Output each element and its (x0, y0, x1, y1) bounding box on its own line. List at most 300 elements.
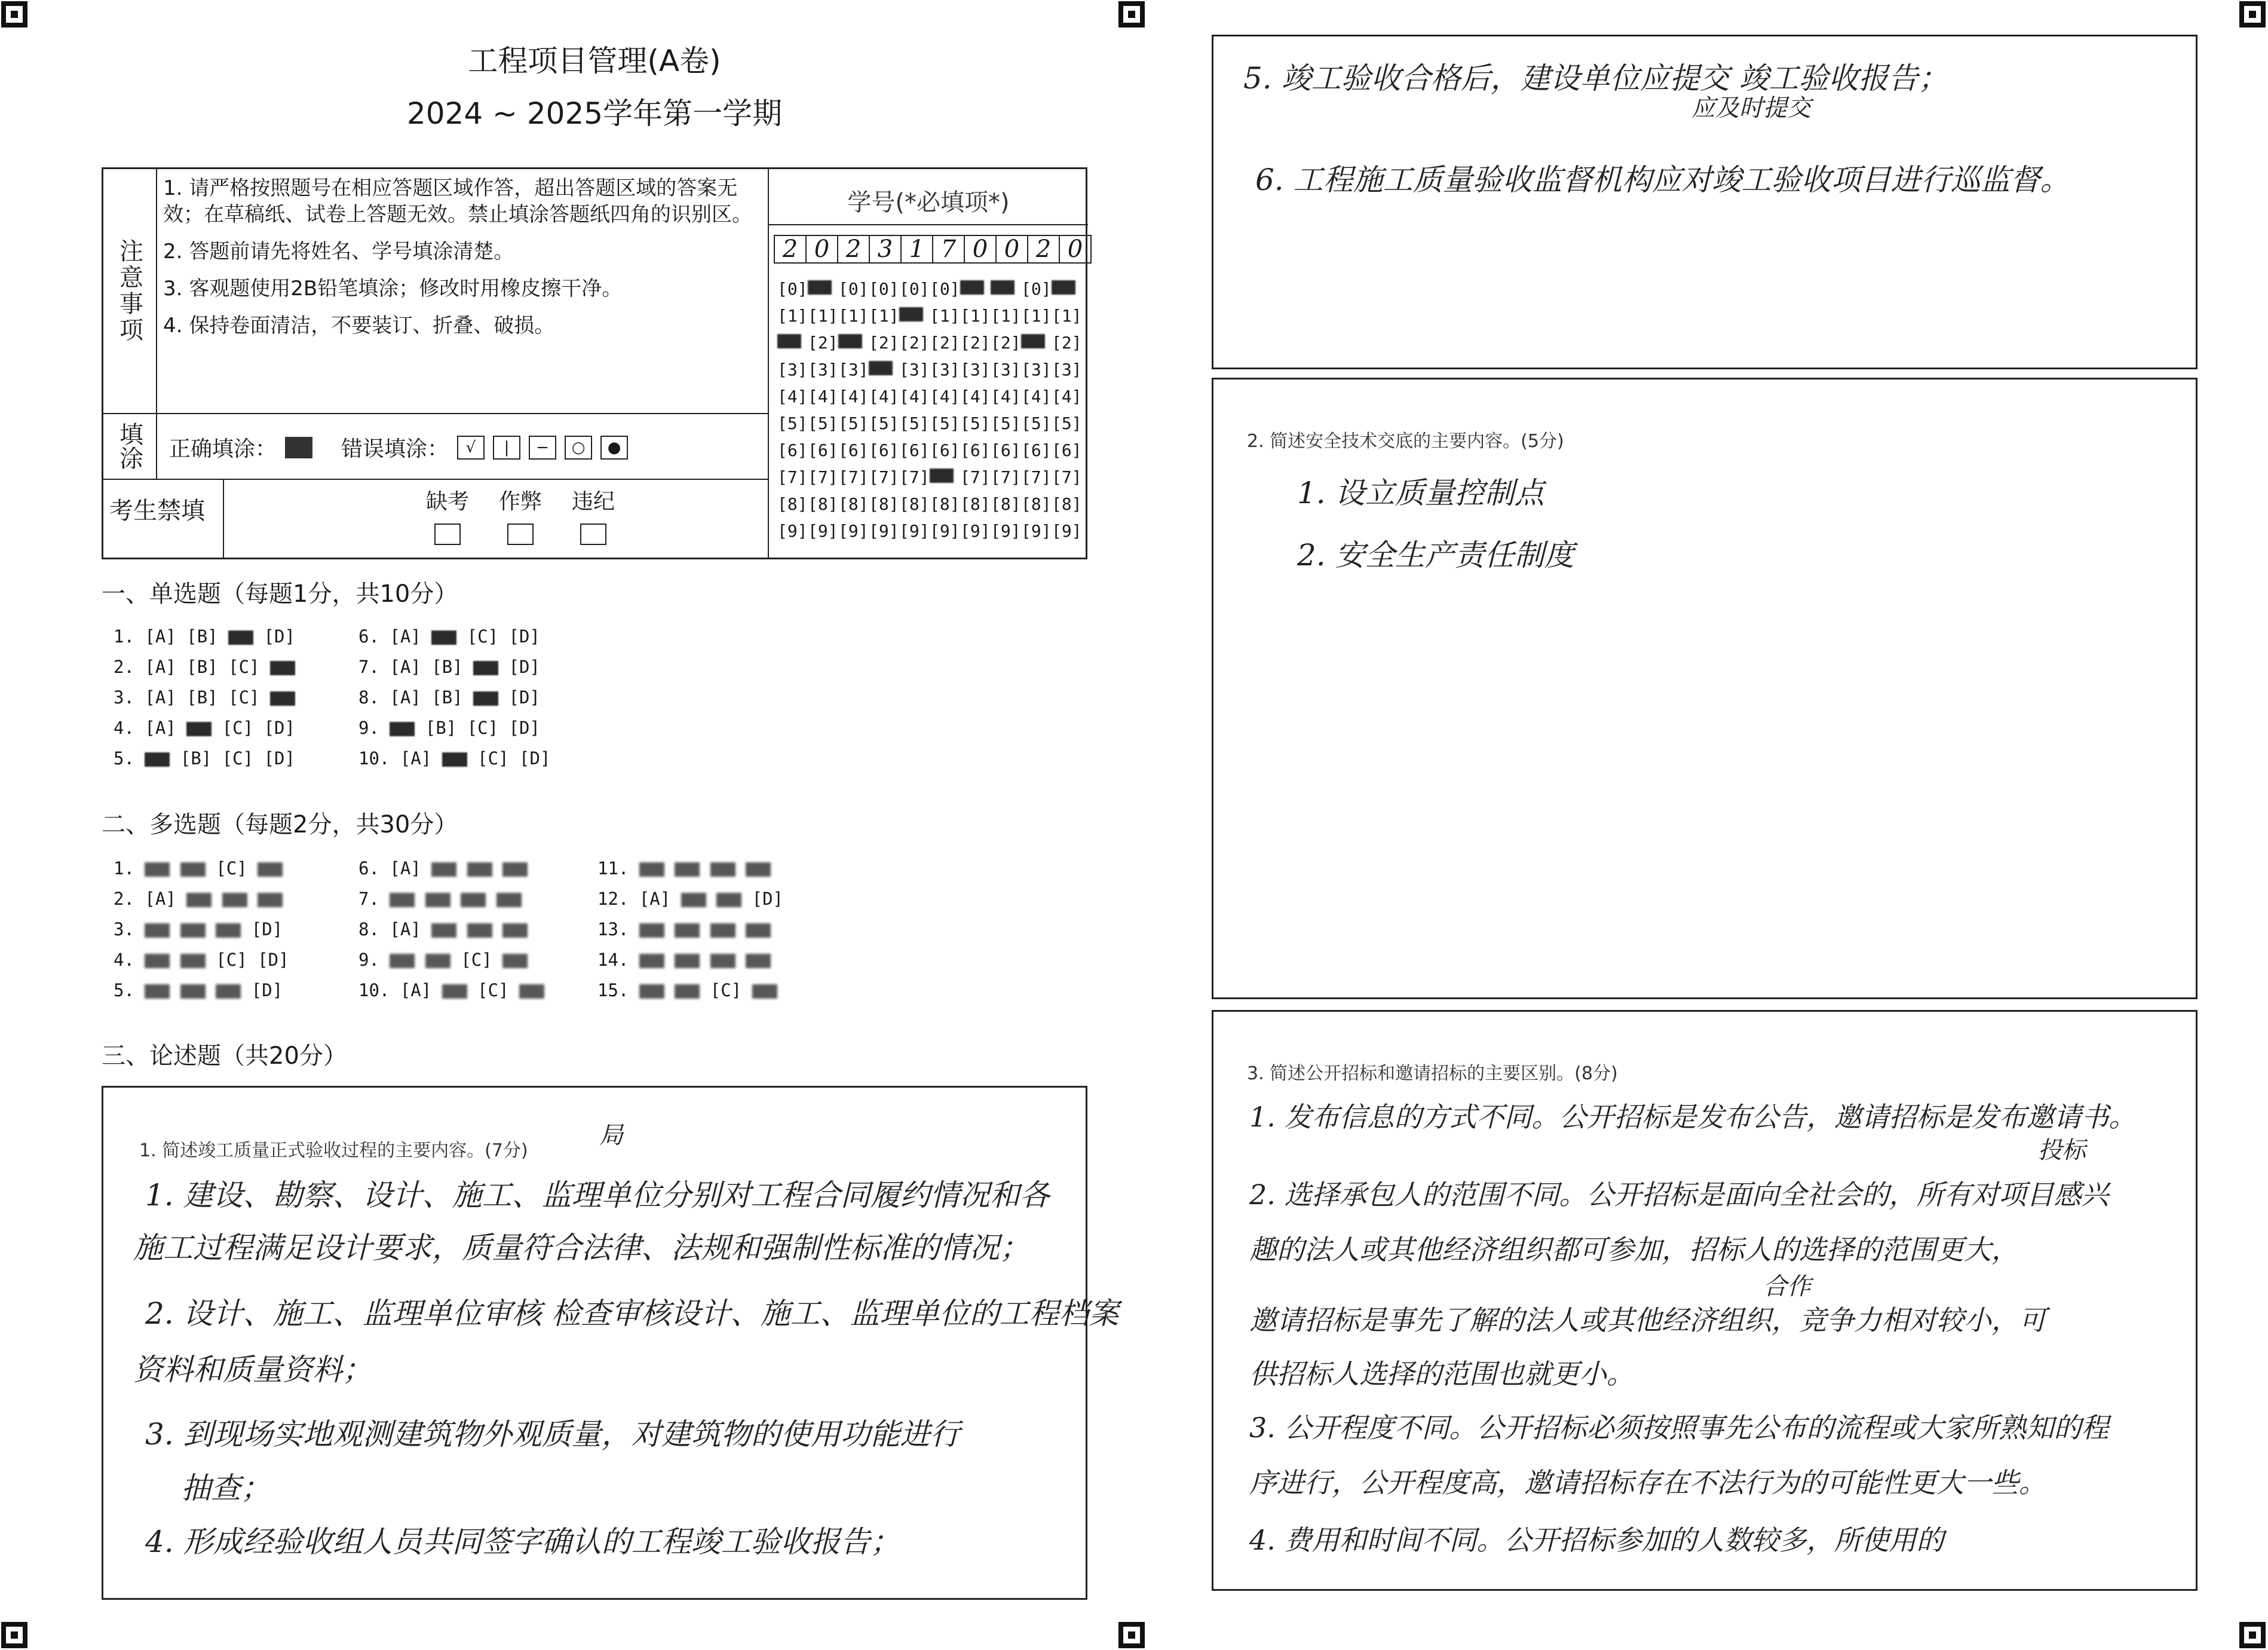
option-bubble[interactable]: [A] (400, 980, 432, 1000)
digit-bubble[interactable]: [7] (991, 467, 1021, 487)
option-bubble[interactable]: [C] (477, 748, 509, 769)
digit-bubble[interactable]: [5] (991, 414, 1021, 433)
digit-bubble[interactable]: [8] (869, 494, 899, 514)
student-id-digits (774, 235, 1090, 264)
wrong-fill-dash: − (529, 436, 556, 460)
option-bubble[interactable]: [B] (425, 718, 457, 738)
digit-bubble[interactable]: [8] (1021, 494, 1052, 514)
digit-bubble[interactable]: [6] (991, 440, 1021, 460)
essay2-line: 1. 设立质量控制点 (1297, 476, 1544, 510)
question-6 (358, 626, 540, 647)
option-bubble-filled[interactable] (180, 862, 206, 877)
essay-cont-insert: 应及时提交 (1691, 94, 1811, 122)
option-bubble-filled[interactable] (639, 862, 664, 877)
digit-bubble[interactable]: [5] (899, 414, 930, 433)
digit-bubble[interactable]: [6] (869, 440, 899, 460)
digit-bubble[interactable]: [3] (1021, 360, 1052, 379)
digit-bubble[interactable] (869, 360, 899, 379)
option-bubble-filled[interactable] (639, 984, 664, 999)
essay3-line: 1. 发布信息的方式不同。公开招标是发布公告，邀请招标是发布邀请书。 (1249, 1101, 2137, 1133)
option-bubble-filled[interactable] (228, 630, 253, 645)
option-bubble[interactable]: [A] (145, 657, 176, 677)
question-11 (597, 858, 771, 878)
option-bubble-filled[interactable] (425, 893, 450, 907)
cheat-checkbox[interactable] (507, 524, 534, 545)
option-bubble-filled[interactable] (675, 923, 700, 938)
option-bubble[interactable]: [D] (263, 718, 295, 738)
option-bubble-filled[interactable] (145, 752, 170, 767)
option-bubble[interactable]: [D] (508, 657, 540, 677)
forbid-absent: 缺考 (426, 485, 469, 545)
digit-bubble[interactable]: [8] (808, 494, 838, 514)
option-bubble[interactable]: [B] (180, 748, 212, 769)
wrong-fill-dot: ● (600, 436, 628, 460)
option-bubble-filled[interactable] (639, 923, 664, 938)
question-3 (114, 687, 295, 708)
question-5 (114, 748, 295, 769)
option-bubble-filled[interactable] (502, 862, 528, 877)
option-bubble-filled[interactable] (180, 954, 206, 968)
digit-bubble[interactable]: [1] (1052, 306, 1082, 326)
digit-bubble[interactable] (899, 306, 930, 326)
option-bubble-filled[interactable] (502, 923, 528, 938)
question-7 (358, 889, 522, 909)
question-9 (358, 718, 540, 738)
essay1-line: 2. 设计、施工、监理单位审核 检查审核设计、施工、监理单位的工程档案 (145, 1296, 1119, 1331)
digit-bubble[interactable]: [7] (838, 467, 869, 487)
digit-bubble[interactable]: [0] (930, 279, 960, 299)
note-item: 3. 客观题使用2B铅笔填涂；修改时用橡皮擦干净。 (163, 277, 623, 301)
digit-bubble[interactable]: [3] (899, 360, 930, 379)
digit-bubble[interactable]: [3] (1052, 360, 1082, 379)
option-bubble[interactable]: [D] (508, 687, 540, 708)
student-id-digit[interactable]: 2 (774, 235, 807, 264)
question-number: 14. (597, 950, 639, 970)
student-id-panel (768, 169, 1088, 558)
bubble-row (777, 356, 1082, 383)
section-multi-title: 二、多选题（每题2分，共30分） (102, 811, 458, 838)
question-2 (114, 657, 295, 677)
option-bubble[interactable]: [A] (390, 858, 421, 878)
essay3-insert: 投标 (2038, 1137, 2086, 1164)
essay1-line: 3. 到现场实地观测建筑物外观质量，对建筑物的使用功能进行 (145, 1417, 960, 1452)
option-bubble[interactable]: [D] (258, 950, 289, 970)
digit-bubble[interactable]: [3] (930, 360, 960, 379)
digit-bubble[interactable]: [5] (1052, 414, 1082, 433)
essay1-line: 4. 形成经验收组人员共同签字确认的工程竣工验收报告； (145, 1525, 900, 1559)
digit-bubble[interactable]: [3] (808, 360, 838, 379)
question-number: 7. (358, 657, 390, 677)
question-13 (597, 919, 771, 939)
option-bubble-filled[interactable] (639, 954, 664, 968)
question-number: 7. (358, 889, 390, 909)
question-number: 4. (114, 950, 145, 970)
option-bubble-filled[interactable] (473, 691, 498, 706)
essay-cont-line: 5. 竣工验收合格后，建设单位应提交 竣工验收报告； (1243, 61, 1948, 96)
essay3-insert: 合作 (1763, 1273, 1811, 1300)
digit-bubble[interactable]: [1] (838, 306, 869, 326)
digit-bubble[interactable]: [9] (1052, 521, 1082, 541)
digit-bubble[interactable]: [6] (960, 440, 991, 460)
digit-bubble[interactable]: [2] (1052, 333, 1082, 353)
option-bubble-filled[interactable] (270, 661, 295, 675)
digit-bubble[interactable]: [4] (991, 387, 1021, 406)
option-bubble-filled[interactable] (145, 923, 170, 938)
question-number: 1. (114, 626, 145, 647)
option-bubble-filled[interactable] (746, 862, 771, 877)
option-bubble[interactable]: [A] (390, 919, 421, 939)
student-id-digit[interactable]: 0 (995, 235, 1028, 264)
digit-bubble[interactable]: [2] (991, 333, 1021, 353)
digit-bubble[interactable]: [2] (930, 333, 960, 353)
digit-bubble[interactable]: [1] (869, 306, 899, 326)
option-bubble-filled[interactable] (145, 954, 170, 968)
option-bubble[interactable]: [D] (263, 748, 295, 769)
option-bubble[interactable]: [A] (145, 687, 176, 708)
essay1-answer-box[interactable] (102, 1086, 1119, 1600)
digit-bubble[interactable]: [5] (808, 414, 838, 433)
option-bubble[interactable]: [B] (431, 687, 463, 708)
digit-bubble[interactable]: [8] (899, 494, 930, 514)
student-id-digit[interactable]: 0 (805, 235, 838, 264)
question-1 (114, 626, 295, 647)
option-bubble[interactable]: [A] (390, 687, 421, 708)
digit-bubble[interactable] (991, 279, 1021, 299)
option-bubble[interactable]: [D] (251, 980, 283, 1000)
essay3-line: 序进行，公开程度高，邀请招标存在不法行为的可能性更大一些。 (1249, 1467, 2046, 1499)
digit-bubble[interactable]: [1] (960, 306, 991, 326)
essay1-line: 施工过程满足设计要求，质量符合法律、法规和强制性标准的情况； (133, 1230, 1029, 1265)
question-4 (114, 718, 295, 738)
digit-bubble[interactable]: [2] (808, 333, 838, 353)
section-essay-title: 三、论述题（共20分） (102, 1042, 347, 1070)
essay1-line: 抽查； (181, 1471, 271, 1505)
digit-bubble[interactable]: [9] (838, 521, 869, 541)
question-15 (597, 980, 777, 1000)
option-bubble-filled[interactable] (710, 862, 735, 877)
digit-bubble[interactable]: [9] (960, 521, 991, 541)
option-bubble[interactable]: [A] (390, 626, 421, 647)
digit-bubble[interactable] (808, 279, 838, 299)
question-8 (358, 919, 528, 939)
option-bubble[interactable]: [A] (400, 748, 432, 769)
option-bubble-filled[interactable] (467, 923, 492, 938)
student-id-digit[interactable]: 2 (837, 235, 870, 264)
digit-bubble[interactable]: [1] (1021, 306, 1052, 326)
option-bubble-filled[interactable] (270, 691, 295, 706)
option-bubble-filled[interactable] (258, 893, 283, 907)
digit-bubble[interactable]: [5] (1021, 414, 1052, 433)
digit-bubble[interactable]: [7] (808, 467, 838, 487)
option-bubble-filled[interactable] (710, 923, 735, 938)
digit-bubble[interactable]: [3] (838, 360, 869, 379)
option-bubble[interactable]: [C] (228, 687, 260, 708)
option-bubble-filled[interactable] (502, 954, 528, 968)
digit-bubble[interactable]: [5] (960, 414, 991, 433)
option-bubble[interactable]: [B] (186, 657, 218, 677)
option-bubble-filled[interactable] (222, 893, 247, 907)
correct-fill-label: 正确填涂： (169, 437, 277, 461)
digit-bubble[interactable]: [0] (899, 279, 930, 299)
option-bubble[interactable]: [C] (467, 718, 499, 738)
option-bubble[interactable]: [A] (390, 657, 421, 677)
digit-bubble[interactable]: [6] (1052, 440, 1082, 460)
digit-bubble[interactable] (960, 279, 991, 299)
essay2-answer-box[interactable] (1212, 378, 2197, 999)
option-bubble[interactable]: [A] (145, 889, 176, 909)
digit-bubble[interactable] (838, 333, 869, 353)
question-5 (114, 980, 283, 1000)
digit-bubble[interactable]: [4] (930, 387, 960, 406)
option-bubble[interactable]: [C] (461, 950, 492, 970)
digit-bubble[interactable]: [8] (960, 494, 991, 514)
option-bubble-filled[interactable] (258, 862, 283, 877)
digit-bubble[interactable]: [8] (991, 494, 1021, 514)
bubble-row (777, 410, 1082, 437)
digit-bubble[interactable]: [0] (869, 279, 899, 299)
bubble-row (777, 383, 1082, 410)
digit-bubble[interactable]: [6] (1021, 440, 1052, 460)
digit-bubble[interactable] (1052, 279, 1082, 299)
divider (103, 479, 768, 480)
option-bubble-filled[interactable] (145, 862, 170, 877)
digit-bubble[interactable] (930, 467, 960, 487)
digit-bubble[interactable]: [0] (1021, 279, 1052, 299)
option-bubble[interactable]: [D] (251, 919, 283, 939)
violation-checkbox[interactable] (580, 524, 606, 545)
option-bubble-filled[interactable] (746, 954, 771, 968)
digit-bubble[interactable]: [7] (869, 467, 899, 487)
option-bubble-filled[interactable] (442, 984, 467, 999)
option-bubble[interactable]: [C] (216, 858, 247, 878)
option-bubble[interactable]: [C] (216, 950, 247, 970)
question-number: 15. (597, 980, 639, 1000)
option-bubble[interactable]: [C] (477, 980, 509, 1000)
digit-bubble[interactable]: [1] (991, 306, 1021, 326)
option-bubble-filled[interactable] (710, 954, 735, 968)
wrong-fill-circle: ○ (565, 436, 592, 460)
option-bubble[interactable]: [A] (145, 718, 176, 738)
digit-bubble[interactable]: [7] (1052, 467, 1082, 487)
divider (103, 413, 768, 414)
digit-bubble[interactable]: [3] (777, 360, 808, 379)
digit-bubble[interactable]: [2] (960, 333, 991, 353)
essay3-line: 趣的法人或其他经济组织都可参加，招标人的选择的范围更大， (1249, 1233, 2019, 1266)
digit-bubble[interactable]: [9] (1021, 521, 1052, 541)
question-number: 2. (114, 889, 145, 909)
option-bubble-filled[interactable] (473, 661, 498, 675)
digit-bubble[interactable]: [7] (777, 467, 808, 487)
essay3-line: 3. 公开程度不同。公开招标必须按照事先公布的流程或大家所熟知的程 (1249, 1412, 2109, 1444)
bubble-row (777, 275, 1082, 302)
essay-cont-line: 6. 工程施工质量验收监督机构应对竣工验收项目进行巡监督。 (1255, 163, 2070, 197)
option-bubble-filled[interactable] (675, 984, 700, 999)
digit-bubble[interactable]: [6] (838, 440, 869, 460)
note-item: 1. 请严格按照题号在相应答题区域作答，超出答题区域的答案无效；在草稿纸、试卷上答题无效。禁止填涂答题纸四角的识别区。 (163, 176, 752, 226)
essay1-continued-box[interactable] (1212, 35, 2197, 369)
option-bubble-filled[interactable] (390, 722, 415, 736)
digit-bubble[interactable]: [9] (777, 521, 808, 541)
digit-bubble[interactable]: [9] (869, 521, 899, 541)
corner-marker-bottom-center (1118, 1622, 1145, 1648)
option-bubble-filled[interactable] (390, 893, 415, 907)
essay1-insert: 局 (599, 1122, 623, 1149)
essay3-answer-box[interactable] (1212, 1010, 2197, 1591)
divider (769, 224, 1088, 225)
digit-bubble[interactable]: [6] (777, 440, 808, 460)
question-number: 6. (358, 626, 390, 647)
option-bubble-filled[interactable] (716, 893, 741, 907)
option-bubble-filled[interactable] (519, 984, 544, 999)
corner-marker-bottom-right (2239, 1622, 2266, 1648)
option-bubble[interactable]: [C] (228, 657, 260, 677)
digit-bubble[interactable]: [9] (930, 521, 960, 541)
digit-bubble[interactable]: [5] (838, 414, 869, 433)
option-bubble[interactable]: [C] (467, 626, 499, 647)
question-number: 5. (114, 980, 145, 1000)
option-bubble-filled[interactable] (461, 893, 486, 907)
student-id-digit[interactable]: 0 (964, 235, 997, 264)
section-single-title: 一、单选题（每题1分，共10分） (102, 580, 458, 608)
digit-bubble[interactable]: [2] (869, 333, 899, 353)
option-bubble[interactable]: [D] (508, 718, 540, 738)
digit-bubble[interactable]: [4] (777, 387, 808, 406)
question-3 (114, 919, 283, 939)
digit-bubble[interactable] (1021, 333, 1052, 353)
digit-bubble[interactable]: [7] (899, 467, 930, 487)
digit-bubble[interactable]: [6] (899, 440, 930, 460)
digit-bubble[interactable] (777, 333, 808, 353)
question-1 (114, 858, 283, 878)
essay3-line: 供招标人选择的范围也就更小。 (1249, 1358, 1634, 1390)
question-number: 1. (114, 858, 145, 878)
bubble-row (777, 464, 1082, 491)
option-bubble-filled[interactable] (746, 923, 771, 938)
digit-bubble[interactable]: [4] (899, 387, 930, 406)
option-bubble[interactable]: [D] (508, 626, 540, 647)
student-id-digit[interactable]: 2 (1027, 235, 1060, 264)
bubble-row (777, 329, 1082, 356)
question-number: 10. (358, 980, 400, 1000)
option-bubble-filled[interactable] (496, 893, 522, 907)
option-bubble[interactable]: [C] (222, 748, 254, 769)
digit-bubble[interactable]: [4] (1021, 387, 1052, 406)
digit-bubble[interactable]: [1] (808, 306, 838, 326)
question-number: 3. (114, 919, 145, 939)
absent-checkbox[interactable] (434, 524, 461, 545)
option-bubble[interactable]: [C] (710, 980, 742, 1000)
digit-bubble[interactable]: [4] (838, 387, 869, 406)
digit-bubble[interactable]: [8] (1052, 494, 1082, 514)
option-bubble-filled[interactable] (431, 923, 456, 938)
option-bubble-filled[interactable] (752, 984, 777, 999)
digit-bubble[interactable]: [1] (777, 306, 808, 326)
corner-marker-top-right (2239, 1, 2266, 27)
option-bubble-filled[interactable] (186, 722, 212, 736)
option-bubble-filled[interactable] (467, 862, 492, 877)
digit-bubble[interactable]: [1] (930, 306, 960, 326)
student-id-title: 学号(*必填项*) (847, 189, 1010, 216)
option-bubble-filled[interactable] (186, 893, 212, 907)
digit-bubble[interactable]: [4] (960, 387, 991, 406)
student-id-digit[interactable]: 0 (1059, 235, 1092, 264)
student-id-bubble-grid (777, 275, 1082, 544)
digit-bubble[interactable]: [9] (991, 521, 1021, 541)
correct-fill-swatch (285, 437, 312, 458)
option-bubble[interactable]: [A] (639, 889, 671, 909)
question-14 (597, 950, 771, 970)
option-bubble-filled[interactable] (145, 984, 170, 999)
question-7 (358, 657, 540, 677)
option-bubble[interactable]: [B] (186, 687, 218, 708)
digit-bubble[interactable]: [6] (808, 440, 838, 460)
essay2-line: 2. 安全生产责任制度 (1297, 538, 1574, 573)
digit-bubble[interactable]: [8] (777, 494, 808, 514)
option-bubble-filled[interactable] (431, 862, 456, 877)
wrong-fill-bar: | (493, 436, 520, 460)
digit-bubble[interactable]: [5] (869, 414, 899, 433)
essay3-line: 2. 选择承包人的范围不同。公开招标是面向全社会的，所有对项目感兴 (1249, 1178, 2109, 1211)
option-bubble-filled[interactable] (442, 752, 467, 767)
option-bubble-filled[interactable] (390, 954, 415, 968)
option-bubble[interactable]: [C] (222, 718, 254, 738)
digit-bubble[interactable]: [9] (808, 521, 838, 541)
essay1-line: 资料和质量资料； (133, 1352, 372, 1387)
option-bubble-filled[interactable] (675, 954, 700, 968)
option-bubble[interactable]: [A] (145, 626, 176, 647)
student-id-digit[interactable]: 3 (869, 235, 902, 264)
option-bubble-filled[interactable] (681, 893, 706, 907)
option-bubble[interactable]: [B] (186, 626, 218, 647)
option-bubble-filled[interactable] (216, 923, 241, 938)
digit-bubble[interactable]: [0] (838, 279, 869, 299)
digit-bubble[interactable]: [4] (808, 387, 838, 406)
digit-bubble[interactable]: [8] (838, 494, 869, 514)
option-bubble-filled[interactable] (216, 984, 241, 999)
digit-bubble[interactable]: [4] (869, 387, 899, 406)
bubble-row (777, 437, 1082, 464)
essay3-line: 邀请招标是事先了解的法人或其他经济组织，竞争力相对较小，可 (1249, 1304, 2046, 1336)
digit-bubble[interactable]: [3] (991, 360, 1021, 379)
digit-bubble[interactable]: [8] (930, 494, 960, 514)
option-bubble-filled[interactable] (180, 984, 206, 999)
digit-bubble[interactable]: [6] (930, 440, 960, 460)
question-number: 3. (114, 687, 145, 708)
digit-bubble[interactable]: [3] (960, 360, 991, 379)
digit-bubble[interactable]: [7] (960, 467, 991, 487)
option-bubble[interactable]: [B] (431, 657, 463, 677)
digit-bubble[interactable]: [4] (1052, 387, 1082, 406)
option-bubble-filled[interactable] (180, 923, 206, 938)
digit-bubble[interactable]: [2] (899, 333, 930, 353)
option-bubble-filled[interactable] (425, 954, 450, 968)
option-bubble-filled[interactable] (431, 630, 456, 645)
digit-bubble[interactable]: [5] (777, 414, 808, 433)
digit-bubble[interactable]: [9] (899, 521, 930, 541)
option-bubble[interactable]: [D] (752, 889, 784, 909)
bubble-row (777, 518, 1082, 544)
student-id-digit[interactable]: 1 (900, 235, 933, 264)
option-bubble[interactable]: [D] (519, 748, 551, 769)
student-id-digit[interactable]: 7 (932, 235, 965, 264)
digit-bubble[interactable]: [7] (1021, 467, 1052, 487)
digit-bubble[interactable]: [5] (930, 414, 960, 433)
option-bubble-filled[interactable] (675, 862, 700, 877)
digit-bubble[interactable]: [0] (777, 279, 808, 299)
essay2-prompt: 2. 简述安全技术交底的主要内容。(5分) (1247, 431, 1564, 452)
forbid-items (426, 485, 615, 545)
option-bubble[interactable]: [D] (263, 626, 295, 647)
